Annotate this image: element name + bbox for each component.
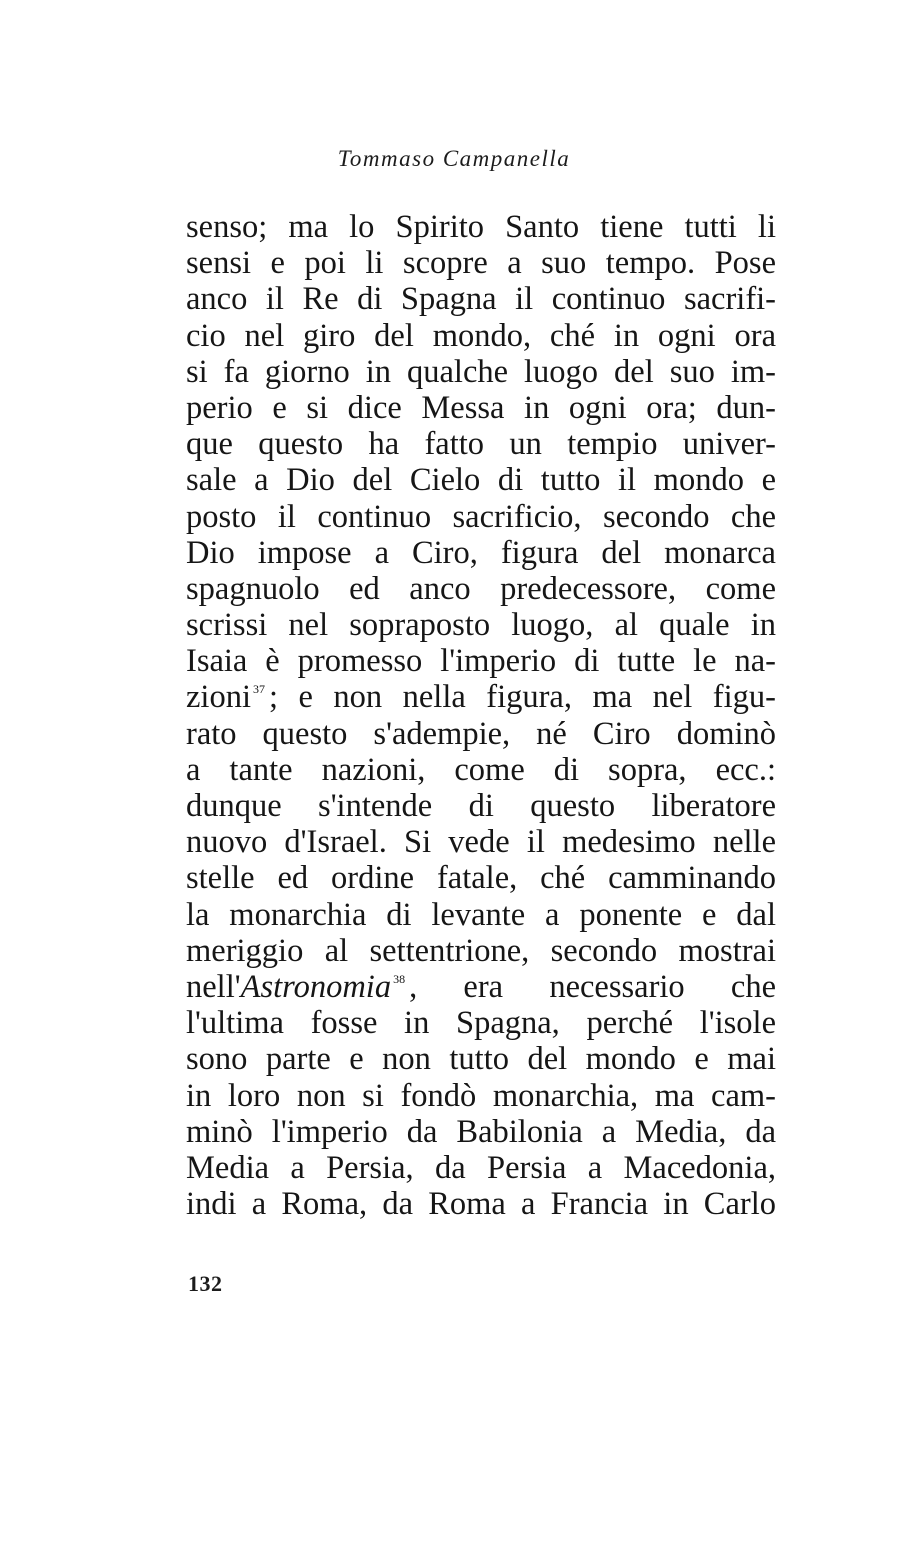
text-fragment: zioni: [186, 679, 251, 716]
footnote-ref-38: 38: [393, 971, 406, 986]
text-line: posto il continuo sacrificio, secondo che: [186, 498, 776, 535]
text-line: [186, 679, 776, 715]
text-fragment: ; e non nella figura, ma nel figu-: [268, 679, 776, 716]
text-line: nuovo d'Israel. Si vede il medesimo nelle: [186, 824, 776, 861]
text-line: stelle ed ordine fatale, ché camminando: [186, 860, 776, 897]
text-line: sono parte e non tutto del mondo e mai: [186, 1041, 776, 1078]
text-line: a tante nazioni, come di sopra, ecc.:: [186, 751, 776, 788]
text-line: Isaia è promesso l'imperio di tutte le na-: [186, 643, 776, 680]
page-number: 132: [188, 1271, 223, 1296]
text-line: Dio impose a Ciro, figura del monarca: [186, 534, 776, 571]
text-fragment: , era necessario che: [409, 968, 776, 1005]
footnote-ref-37: 37: [252, 682, 265, 697]
text-line: Media a Persia, da Persia a Macedonia,: [186, 1149, 776, 1186]
text-line: anco il Re di Spagna il continuo sacrifi-: [186, 281, 776, 318]
text-line: sensi e poi li scopre a suo tempo. Pose: [186, 245, 776, 282]
text-line: la monarchia di levante a ponente e dal: [186, 896, 776, 933]
book-title-italic: Astronomia: [240, 968, 392, 1005]
text-line: indi a Roma, da Roma a Francia in Carlo: [186, 1186, 776, 1223]
text-line: si fa giorno in qualche luogo del suo im-: [186, 353, 776, 390]
text-line: que questo ha fatto un tempio univer-: [186, 426, 776, 463]
text-line: senso; ma lo Spirito Santo tiene tutti li: [186, 209, 776, 245]
text-line: perio e si dice Messa in ogni ora; dun-: [186, 389, 776, 426]
text-line: meriggio al settentrione, secondo mostrai: [186, 932, 776, 969]
text-line: scrissi nel sopraposto luogo, al quale in: [186, 607, 776, 644]
text-line: dunque s'intende di questo liberatore: [186, 788, 776, 824]
running-head: Tommaso Campanella: [337, 146, 571, 171]
text-line: rato questo s'adempie, né Ciro dominò: [186, 715, 776, 752]
text-line: spagnuolo ed anco predecessore, come: [186, 570, 776, 607]
text-line: l'ultima fosse in Spagna, perché l'isole: [186, 1005, 776, 1042]
body-text: [186, 209, 776, 1222]
text-line: [186, 969, 776, 1005]
text-line: minò l'imperio da Babilonia a Media, da: [186, 1113, 776, 1150]
text-line: in loro non si fondò monarchia, ma cam-: [186, 1077, 776, 1114]
text-fragment: nell': [186, 968, 241, 1005]
text-line: cio nel giro del mondo, ché in ogni ora: [186, 317, 776, 354]
text-line: sale a Dio del Cielo di tutto il mondo e: [186, 462, 776, 499]
